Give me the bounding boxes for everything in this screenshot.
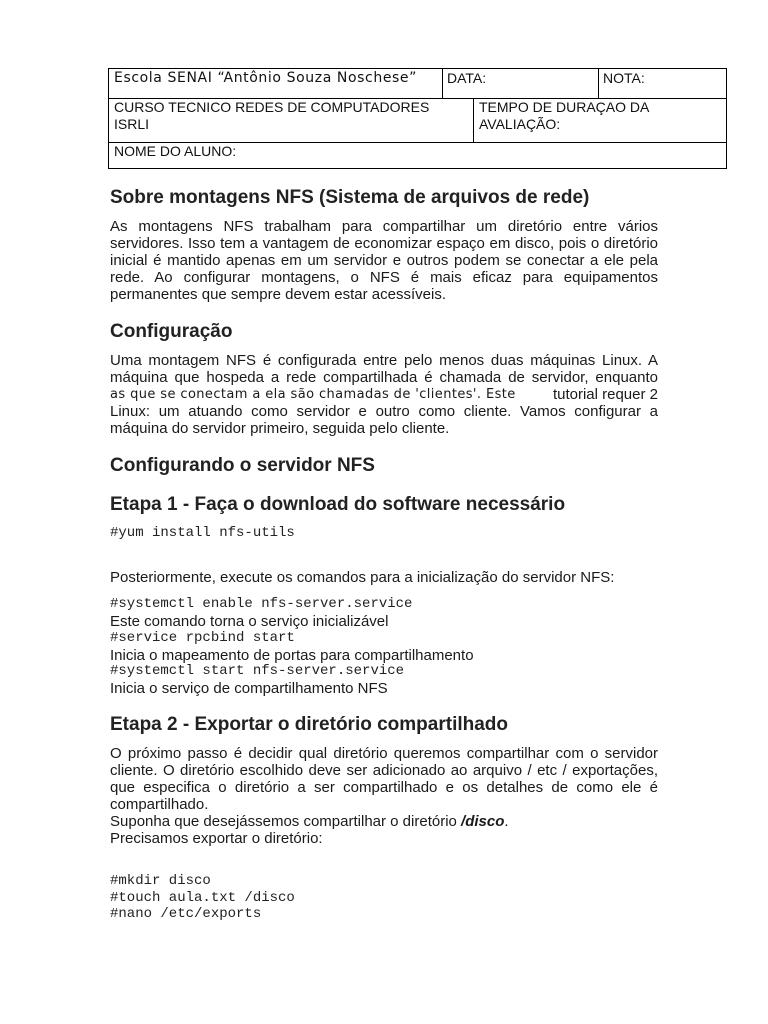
paragraph-line: máquina que hospeda a rede compartilhada é chamada de servidor, enquanto bbox=[110, 369, 658, 386]
paragraph-line: cliente. O diretório escolhido deve ser adicionado ao arquivo / etc / exportações, bbox=[110, 762, 658, 779]
command-line: #mkdir disco bbox=[110, 873, 211, 889]
duration-line: TEMPO DE DURAÇAO DA bbox=[479, 99, 650, 115]
command-line: #service rpcbind start bbox=[110, 630, 295, 646]
command-description: Inicia o serviço de compartilhamento NFS bbox=[110, 680, 388, 697]
section-heading-server-config: Configurando o servidor NFS bbox=[110, 455, 375, 476]
paragraph-fragment: as que se conectam a ela são chamadas de 'clientes'. Este bbox=[110, 387, 516, 402]
suppose-text: Suponha que desejássemos compartilhar o diretório bbox=[110, 813, 462, 830]
command-description: Este comando torna o serviço inicializável bbox=[110, 613, 389, 630]
date-label: DATA: bbox=[447, 70, 487, 86]
paragraph-line: servidores. Isso tem a vantagem de economizar espaço em disco, pois o diretório bbox=[110, 235, 658, 252]
duration-label bbox=[479, 99, 649, 133]
command-line: #nano /etc/exports bbox=[110, 906, 262, 922]
paragraph-line bbox=[110, 386, 658, 403]
command-line: #systemctl start nfs-server.service bbox=[110, 663, 405, 679]
section-paragraph bbox=[110, 745, 658, 847]
command-description: Inicia o mapeamento de portas para compartilhamento bbox=[110, 647, 474, 664]
paragraph-line: máquina do servidor primeiro, seguida pelo cliente. bbox=[110, 420, 450, 437]
duration-line: AVALIAÇÃO: bbox=[479, 116, 561, 132]
grade-label: NOTA: bbox=[603, 70, 645, 86]
directory-name: /disco bbox=[461, 813, 505, 830]
paragraph-line bbox=[110, 813, 658, 830]
course-line: CURSO TECNICO REDES DE COMPUTADORES bbox=[114, 99, 430, 115]
table-divider bbox=[473, 98, 474, 142]
paragraph-line: Linux: um atuando como servidor e outro como cliente. Vamos configurar a bbox=[110, 403, 658, 420]
paragraph-line: que especifica o diretório a ser compartilhado e os detalhes de como ele é bbox=[110, 779, 658, 796]
student-name-label: NOME DO ALUNO: bbox=[114, 143, 237, 159]
paragraph-fragment: tutorial requer 2 bbox=[552, 386, 658, 403]
table-divider bbox=[442, 68, 443, 98]
step2-heading: Etapa 2 - Exportar o diretório compartilhado bbox=[110, 714, 509, 735]
step1-text: Posteriormente, execute os comandos para a inicialização do servidor NFS: bbox=[110, 569, 615, 586]
paragraph-line: O próximo passo é decidir qual diretório queremos compartilhar com o servidor bbox=[110, 745, 658, 762]
table-divider bbox=[598, 68, 599, 98]
section-heading-configuration: Configuração bbox=[110, 321, 233, 342]
course-line: ISRLI bbox=[114, 116, 150, 132]
paragraph-line: Uma montagem NFS é configurada entre pelo menos duas máquinas Linux. A bbox=[110, 352, 658, 369]
course-label bbox=[114, 99, 429, 133]
section-paragraph bbox=[110, 218, 658, 303]
step1-heading: Etapa 1 - Faça o download do software necessário bbox=[110, 494, 566, 515]
paragraph-line: compartilhado. bbox=[110, 796, 209, 813]
school-name: Escola SENAI “Antônio Souza Noschese” bbox=[114, 70, 417, 86]
paragraph-line: permanentes que sempre devem estar acessíveis. bbox=[110, 286, 446, 303]
command-line: #systemctl enable nfs-server.service bbox=[110, 596, 413, 612]
paragraph-line: As montagens NFS trabalham para compartilhar um diretório entre vários bbox=[110, 218, 658, 235]
suppose-suffix: . bbox=[504, 813, 509, 830]
paragraph-line: inicial é mantido apenas em um servidor e outros podem se conectar a ele pela bbox=[110, 252, 658, 269]
paragraph-line: rede. Ao configurar montagens, o NFS é mais eficaz para equipamentos bbox=[110, 269, 658, 286]
section-paragraph bbox=[110, 352, 658, 437]
section-heading-nfs-mounts: Sobre montagens NFS (Sistema de arquivos de rede) bbox=[110, 187, 590, 208]
paragraph-line: Precisamos exportar o diretório: bbox=[110, 830, 323, 847]
command-line: #touch aula.txt /disco bbox=[110, 890, 295, 906]
command-line: #yum install nfs-utils bbox=[110, 525, 295, 541]
